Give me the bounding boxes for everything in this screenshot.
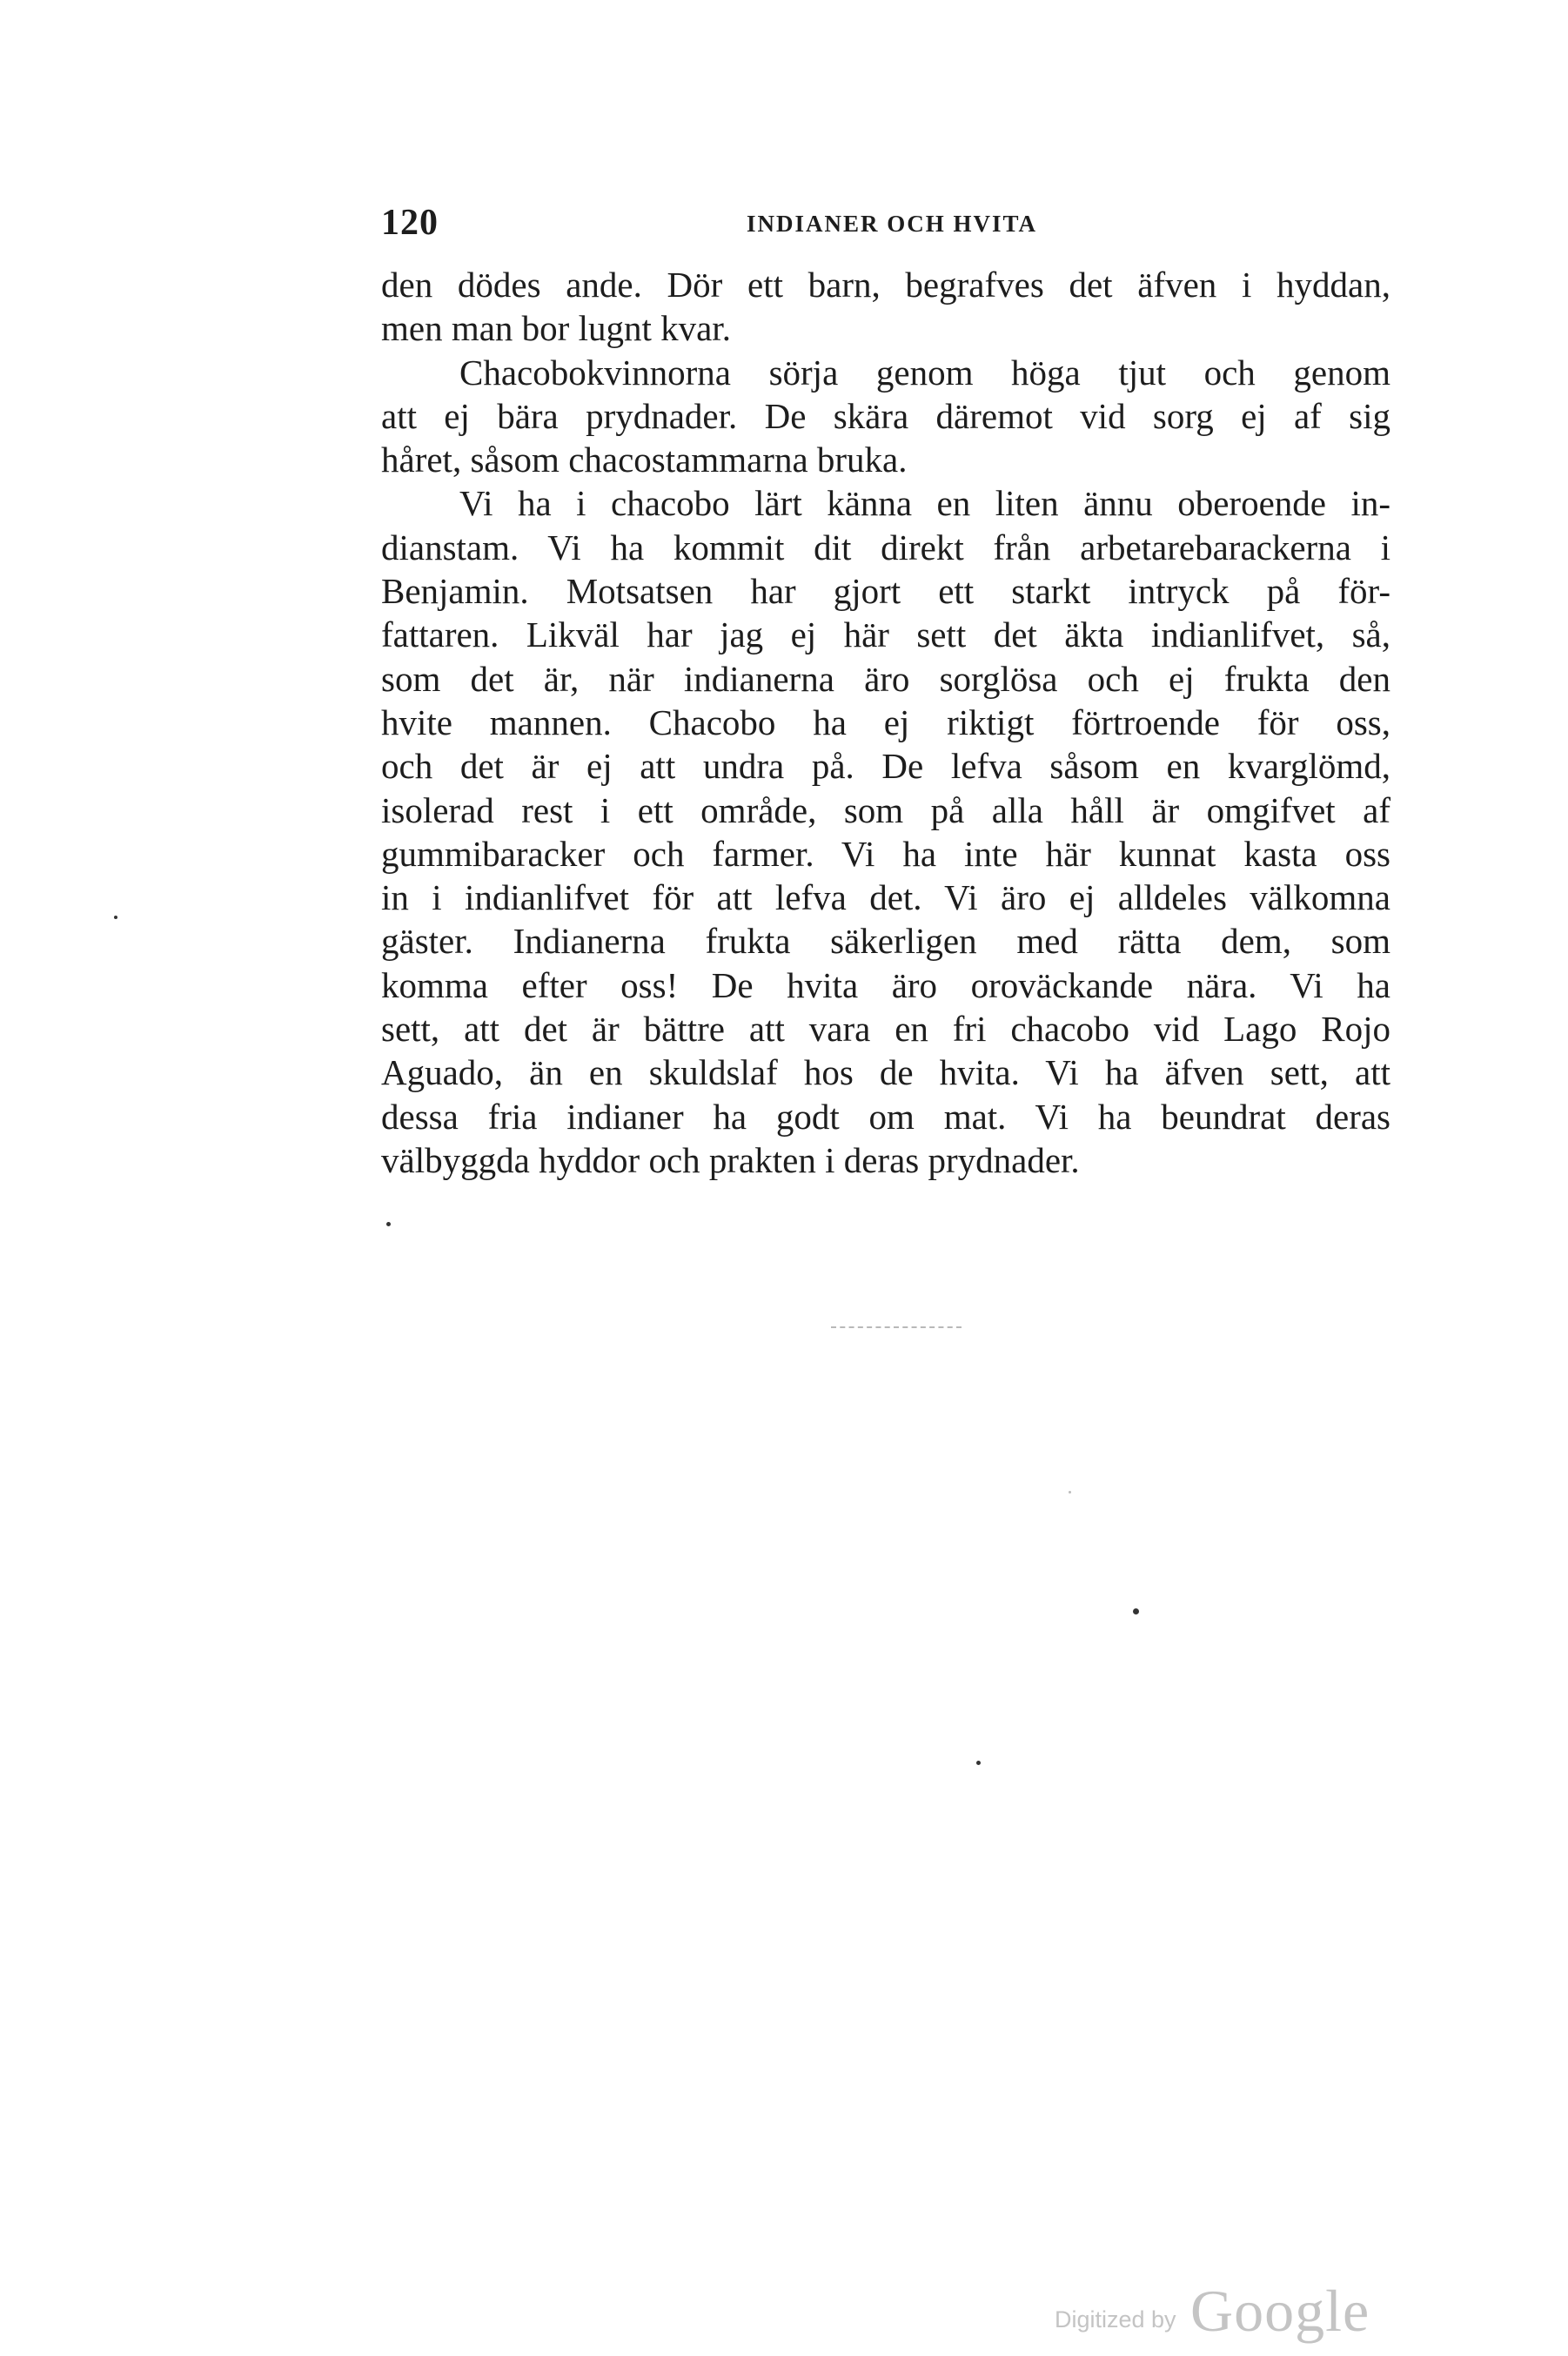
text-line: dianstam. Vi ha kommit dit direkt från arbetarebarackerna i xyxy=(381,527,1390,567)
watermark-prefix: Digitized by xyxy=(1055,2306,1176,2333)
scan-speck xyxy=(1133,1608,1139,1614)
scan-speck xyxy=(114,916,117,919)
body-text xyxy=(381,263,1390,1182)
google-logo: Google xyxy=(1190,2278,1370,2344)
scan-speck xyxy=(1069,1491,1071,1493)
digitized-watermark xyxy=(1055,2277,1420,2346)
text-line: att ej bära prydnader. De skära däremot vid sorg ej af sig xyxy=(381,395,1390,436)
text-line: och det är ej att undra på. De lefva såsom en kvarglömd, xyxy=(381,746,1390,787)
text-line: håret, såsom chacostammarna bruka. xyxy=(381,440,908,480)
text-line: dessa fria indianer ha godt om mat. Vi ha beundrat deras xyxy=(381,1096,1390,1137)
text-line: gäster. Indianerna frukta säkerligen med rätta dem, som xyxy=(381,921,1390,962)
text-line: som det är, när indianerna äro sorglösa och ej frukta den xyxy=(381,658,1390,699)
text-line: Benjamin. Motsatsen har gjort ett starkt intryck på för- xyxy=(381,571,1390,612)
text-line: välbyggda hyddor och prakten i deras prydnader. xyxy=(381,1139,1080,1180)
scan-speck xyxy=(976,1761,981,1765)
text-line: sett, att det är bättre att vara en fri chacobo vid Lago Rojo xyxy=(381,1009,1390,1050)
text-line: fattaren. Likväl har jag ej här sett det äkta indianlifvet, så, xyxy=(381,614,1390,655)
text-line: men man bor lugnt kvar. xyxy=(381,308,731,349)
text-line: in i indianlifvet för att lefva det. Vi äro ej alldeles välkomna xyxy=(381,877,1390,918)
text-line: komma efter oss! De hvita äro oroväckande nära. Vi ha xyxy=(381,964,1390,1005)
paragraph-start-line: Chacobokvinnorna sörja genom höga tjut och genom xyxy=(459,352,1390,393)
text-line: Aguado, än en skuldslaf hos de hvita. Vi ha äfven sett, att xyxy=(381,1052,1390,1093)
page-number: 120 xyxy=(381,203,439,243)
text-line: gummibaracker och farmer. Vi ha inte här kunnat kasta oss xyxy=(381,833,1390,874)
running-head xyxy=(381,195,1390,247)
text-line: hvite mannen. Chacobo ha ej riktigt förtroende för oss, xyxy=(381,701,1390,742)
text-line: den dödes ande. Dör ett barn, begrafves det äfven i hyddan, xyxy=(381,265,1390,305)
paragraph-start-line: Vi ha i chacobo lärt känna en liten ännu oberoende in- xyxy=(459,483,1390,524)
faint-rule xyxy=(831,1326,962,1328)
running-title: INDIANER OCH HVITA xyxy=(747,211,1038,237)
scan-speck xyxy=(386,1222,391,1226)
text-line: isolerad rest i ett område, som på alla håll är omgifvet af xyxy=(381,789,1390,830)
